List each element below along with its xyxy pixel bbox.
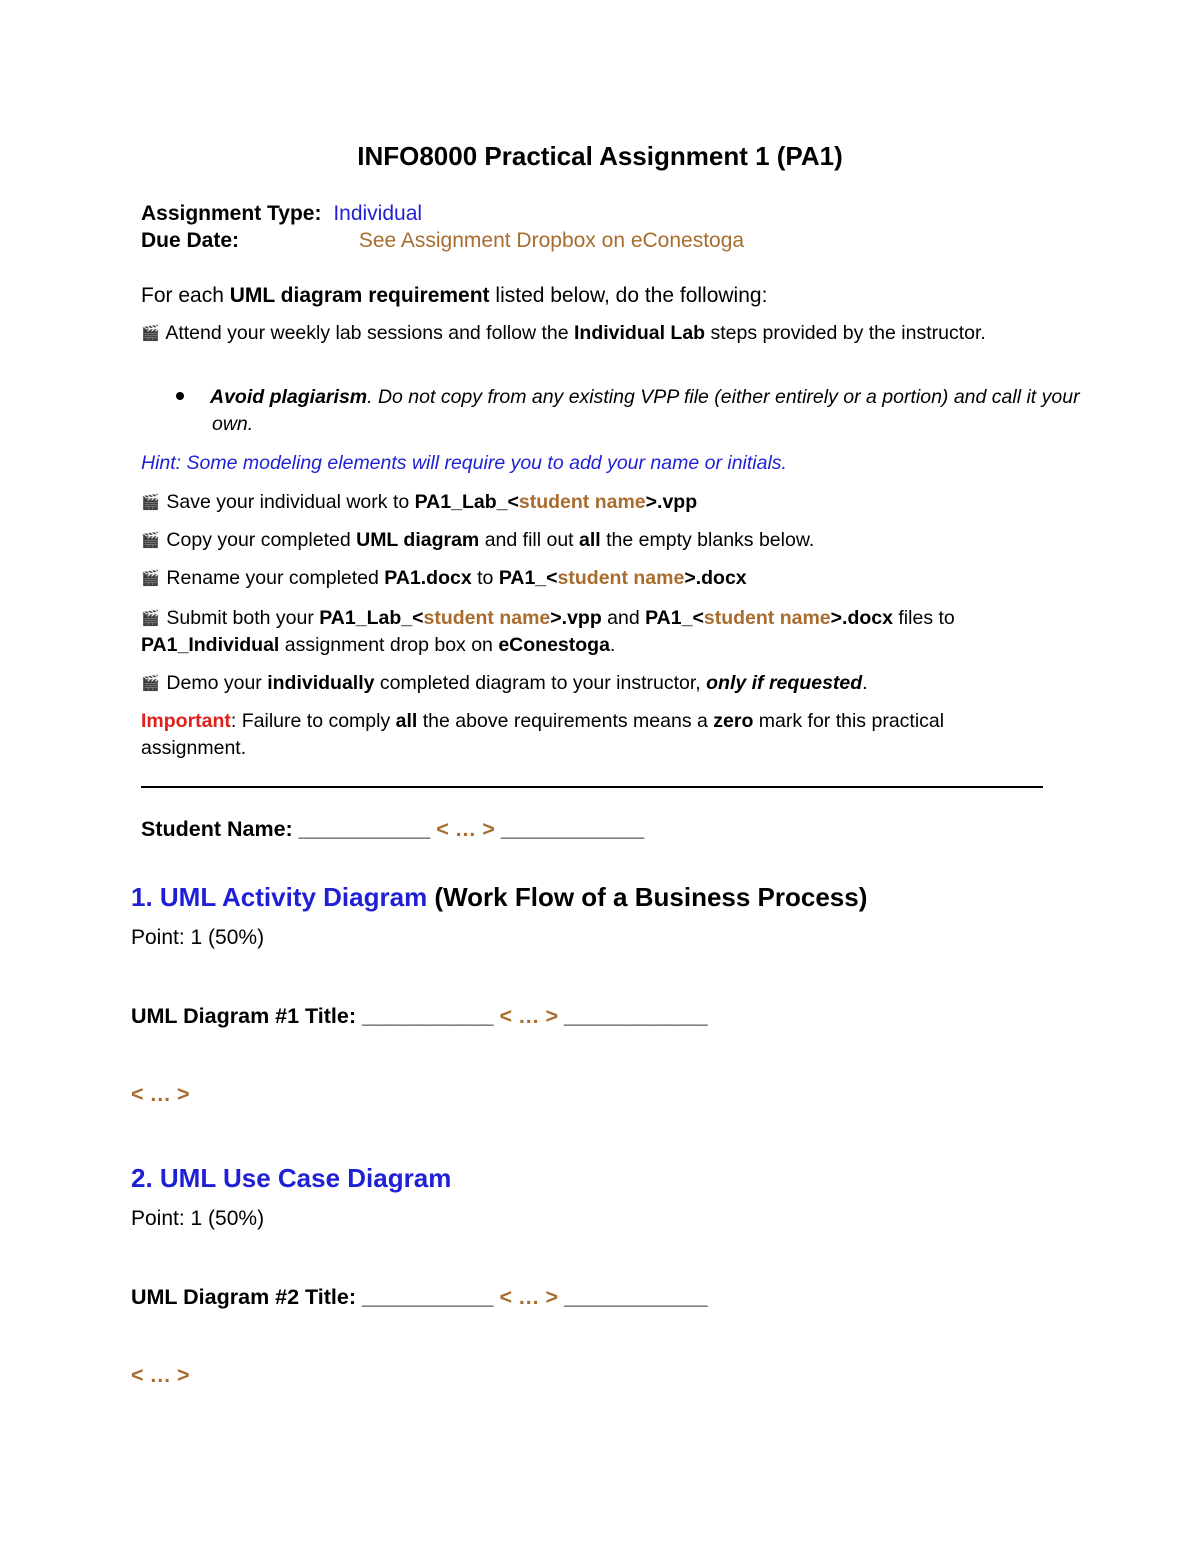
diagram-2-title-placeholder[interactable]: < … > — [499, 1285, 559, 1309]
step-text: Rename your completed — [161, 567, 385, 589]
step-text: and — [601, 607, 646, 629]
clapper-icon: 🎬 — [141, 532, 160, 549]
diagram-2-title-label: UML Diagram #2 Title: ___________ — [131, 1285, 500, 1309]
step-bold: Individual Lab — [574, 322, 706, 344]
assignment-type-label: Assignment Type: — [141, 202, 322, 225]
step-text: Demo your — [161, 672, 268, 694]
intro-text-end: listed below, do the following: — [489, 284, 768, 307]
important-note — [141, 708, 1046, 762]
section-2-heading — [131, 1163, 451, 1194]
note-text: the above requirements means a — [417, 710, 714, 732]
clapper-icon: 🎬 — [141, 494, 160, 511]
step-attend-lab — [141, 320, 1046, 347]
step-text: Submit both your — [161, 607, 320, 629]
student-name-token: student name — [423, 607, 551, 629]
section-1-heading-blue: 1. UML Activity Diagram — [131, 882, 428, 912]
bullet-text: . Do not copy from any existing VPP file (either entirely or a portion) and call it your own. — [212, 386, 1080, 435]
section-2-points: Point: 1 (50%) — [131, 1207, 265, 1230]
note-bold: all — [395, 710, 418, 732]
step-bold: >.vpp — [645, 491, 698, 513]
section-1-heading — [131, 882, 867, 913]
section-2-heading-blue: 2. UML Use Case Diagram — [131, 1163, 452, 1193]
step-text-end: the empty blanks below. — [600, 529, 815, 551]
step-bold: PA1_< — [645, 607, 704, 629]
diagram-1-title-label: UML Diagram #1 Title: ___________ — [131, 1004, 500, 1028]
step-bold: >.docx — [684, 567, 747, 589]
page-title: INFO8000 Practical Assignment 1 (PA1) — [357, 141, 843, 171]
step-bold: PA1_< — [498, 567, 558, 589]
separator-line — [141, 786, 1043, 788]
step-text: completed diagram to your instructor, — [374, 672, 707, 694]
due-date-value: See Assignment Dropbox on eConestoga — [358, 229, 745, 252]
important-label: Important — [141, 710, 231, 732]
step-bold: PA1.docx — [384, 567, 472, 589]
diagram-2-title-field — [131, 1285, 708, 1310]
step-save-work — [141, 489, 1046, 516]
step-text: assignment drop box on — [279, 634, 499, 656]
step-text: Attend your weekly lab sessions and follow the — [161, 322, 574, 344]
plagiarism-bullet — [176, 384, 1092, 438]
intro-line — [141, 282, 767, 309]
step-text: Copy your completed — [161, 529, 357, 551]
step-bold: PA1_Individual — [141, 634, 280, 656]
step-text-end: steps provided by the instructor. — [705, 322, 986, 344]
intro-bold: UML diagram requirement — [229, 284, 490, 307]
assignment-type-value: Individual — [333, 202, 423, 225]
step-demo — [141, 670, 1046, 697]
step-text-end: . — [609, 634, 616, 656]
note-text-end: mark for this practical assignment. — [141, 710, 945, 759]
note-bold: zero — [713, 710, 754, 732]
step-copy-diagram — [141, 527, 1046, 554]
step-text: and fill out — [479, 529, 580, 551]
step-bold: UML diagram — [356, 529, 480, 551]
step-text: Save your individual work to — [161, 491, 415, 513]
student-name-field — [141, 817, 644, 842]
clapper-icon: 🎬 — [141, 675, 160, 692]
step-submit-files — [141, 605, 1046, 659]
step-bold: >.docx — [830, 607, 893, 629]
diagram-1-title-field — [131, 1004, 708, 1029]
step-text: files to — [892, 607, 955, 629]
diagram-2-content-placeholder[interactable]: < … > — [131, 1363, 190, 1387]
step-bold: all — [579, 529, 601, 551]
diagram-1-title-blank: ____________ — [558, 1004, 708, 1028]
assignment-type-row — [141, 200, 422, 227]
diagram-1-title-placeholder[interactable]: < … > — [499, 1004, 559, 1028]
clapper-icon: 🎬 — [141, 610, 160, 627]
student-name-token: student name — [557, 567, 685, 589]
diagram-2-title-blank: ____________ — [558, 1285, 708, 1309]
step-bold-italic: only if requested — [706, 672, 863, 694]
step-bold: PA1_Lab_< — [414, 491, 519, 513]
clapper-icon: 🎬 — [141, 570, 160, 587]
note-text: : Failure to comply — [230, 710, 396, 732]
bullet-bold: Avoid plagiarism — [210, 386, 368, 408]
clapper-icon: 🎬 — [141, 325, 160, 342]
section-1-points: Point: 1 (50%) — [131, 926, 265, 949]
step-bold: >.vpp — [550, 607, 602, 629]
diagram-1-content-placeholder[interactable]: < … > — [131, 1082, 190, 1106]
intro-text: For each — [141, 284, 230, 307]
student-name-placeholder[interactable]: < … > — [436, 817, 495, 841]
due-date-label: Due Date: — [141, 229, 240, 252]
hint-line: Hint: Some modeling elements will require you to add your name or initials. — [141, 452, 787, 474]
section-1-heading-black: (Work Flow of a Business Process) — [427, 882, 868, 912]
student-name-token: student name — [518, 491, 646, 513]
student-name-token: student name — [703, 607, 831, 629]
step-bold: individually — [267, 672, 375, 694]
bullet-dot-icon — [176, 392, 184, 400]
student-name-blank: ____________ — [494, 817, 645, 841]
step-rename-doc — [141, 565, 1046, 592]
step-bold: eConestoga — [498, 634, 610, 656]
step-text-end: . — [862, 672, 868, 694]
student-name-label: Student Name: ___________ — [141, 817, 437, 841]
step-bold: PA1_Lab_< — [319, 607, 424, 629]
due-date-row — [141, 227, 744, 254]
step-text: to — [471, 567, 499, 589]
